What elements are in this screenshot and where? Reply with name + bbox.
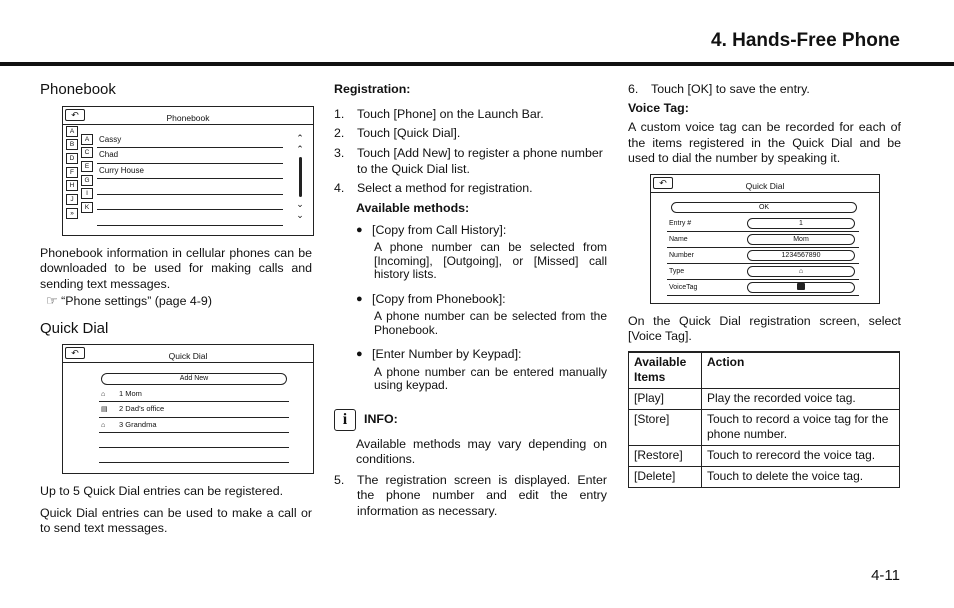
page-up-icon: ⌃ <box>296 132 304 143</box>
letter-key: I <box>81 188 93 199</box>
voice-tag-instruction: On the Quick Dial registration screen, select [Voice Tag]. <box>628 313 901 343</box>
column-2 <box>334 82 607 523</box>
letter-key: A <box>66 126 78 137</box>
field-label: Entry # <box>669 219 692 227</box>
method-description: A phone number can be selected from [Incoming], [Outgoing], or [Missed] call history lists. <box>374 240 607 282</box>
field-row <box>667 280 859 296</box>
letter-key: H <box>66 180 78 191</box>
field-label: Name <box>669 235 688 243</box>
step-text: Select a method for registration. <box>357 181 533 196</box>
letter-key: » <box>66 208 78 219</box>
phonebook-description: Phonebook information in cellular phones can be downloaded to be used for making calls and sending text messages. <box>40 245 312 291</box>
phone-type-icon: ⌂ <box>101 391 106 398</box>
step-item <box>334 107 607 123</box>
quickdial-description-1: Up to 5 Quick Dial entries can be registered. <box>40 484 284 498</box>
table-row <box>629 409 900 445</box>
letter-key: D <box>66 153 78 164</box>
letter-key: K <box>81 202 93 213</box>
field-value: ⌂ <box>747 266 855 277</box>
quickdial-screen <box>62 344 314 474</box>
quickdial-description-2: Quick Dial entries can be used to make a call or to send text messages. <box>40 505 312 535</box>
field-label: VoiceTag <box>669 283 698 291</box>
step-item <box>334 181 607 197</box>
screen-title: Quick Dial <box>168 351 208 361</box>
method-label: [Copy from Call History]: <box>372 222 507 237</box>
step-number: 4. <box>334 181 345 196</box>
info-label: INFO: <box>364 411 398 426</box>
table-row <box>629 466 900 487</box>
back-icon: ↶ <box>65 109 85 121</box>
back-icon: ↶ <box>65 347 85 359</box>
registration-steps-continued <box>334 473 607 520</box>
letter-key: J <box>66 194 78 205</box>
registration-fields <box>667 216 859 296</box>
info-box <box>334 409 607 431</box>
phonebook-list <box>97 133 283 226</box>
step-item <box>628 82 901 98</box>
table-cell: Touch to delete the voice tag. <box>702 466 900 487</box>
field-row <box>667 216 859 232</box>
voice-tag-table <box>628 351 900 488</box>
letter-index-b <box>81 134 95 216</box>
divider <box>651 192 879 193</box>
voice-tag-icon <box>797 283 805 290</box>
field-value <box>747 282 855 293</box>
table-row <box>629 445 900 466</box>
scroll-thumb <box>299 157 302 197</box>
entry-label: 2 Dad’s office <box>119 404 165 414</box>
voice-tag-description: A custom voice tag can be recorded for each of the items registered in the Quick Dial and be used to dial the number by speaking it. <box>628 120 901 165</box>
list-item <box>99 448 289 463</box>
quickdial-list <box>99 373 289 463</box>
list-item <box>99 402 289 417</box>
field-value: 1234567890 <box>747 250 855 261</box>
registration-heading: Registration: <box>334 82 411 96</box>
step-text: Touch [Add New] to register a phone number to the Quick Dial list. <box>357 146 603 176</box>
field-row <box>667 248 859 264</box>
voice-tag-heading: Voice Tag: <box>628 100 689 115</box>
step-number: 3. <box>334 146 345 161</box>
divider <box>63 362 313 363</box>
method-label: [Enter Number by Keypad]: <box>372 347 522 362</box>
page-header-title: 4. Hands-Free Phone <box>711 30 900 51</box>
method-label: [Copy from Phonebook]: <box>372 291 506 306</box>
phonebook-heading: Phonebook <box>40 81 116 98</box>
scrollbar <box>293 133 307 221</box>
list-item <box>97 210 283 226</box>
letter-key: A <box>81 134 93 145</box>
list-item <box>99 418 289 433</box>
list-item <box>97 179 283 195</box>
ok-button: OK <box>671 202 857 213</box>
step-text: The registration screen is displayed. Enter the phone number and edit the entry information as necessary. <box>357 472 607 518</box>
table-row <box>629 388 900 409</box>
phonebook-screen <box>62 106 314 236</box>
methods-heading: Available methods: <box>356 201 470 216</box>
table-cell: [Restore] <box>629 445 702 466</box>
page-down-icon: ⌄ <box>296 209 304 220</box>
field-label: Number <box>669 251 694 259</box>
step-number: 5. <box>334 472 345 487</box>
entry-label: 1 Mom <box>119 389 142 398</box>
step-text: Touch [Phone] on the Launch Bar. <box>357 106 544 121</box>
step-number: 1. <box>334 106 345 121</box>
table-header-row <box>629 352 900 389</box>
registration-steps <box>334 107 607 197</box>
step-text: Touch [Quick Dial]. <box>357 126 461 141</box>
add-new-button: Add New <box>101 373 287 385</box>
step-number: 2. <box>334 126 345 141</box>
step-item <box>334 126 607 142</box>
bullet-icon: ● <box>356 292 363 305</box>
back-icon: ↶ <box>653 177 673 189</box>
field-value: Mom <box>747 234 855 245</box>
page-number: 4-11 <box>871 567 900 584</box>
field-value: 1 <box>747 218 855 229</box>
table-cell: [Play] <box>629 388 702 409</box>
chevron-down-icon: ⌄ <box>296 198 304 209</box>
list-item <box>99 433 289 448</box>
column-3 <box>628 82 901 488</box>
field-row <box>667 264 859 280</box>
registration-step-6 <box>628 82 901 98</box>
letter-key: C <box>81 147 93 158</box>
entry-label: 3 Grandma <box>119 419 157 429</box>
phone-type-icon: ⌂ <box>101 421 106 429</box>
table-cell: [Store] <box>629 409 702 445</box>
divider <box>63 124 313 125</box>
method-description: A phone number can be entered manually using keypad. <box>374 364 607 393</box>
quickdial-registration-screen <box>650 174 880 304</box>
chevron-up-icon: ⌃ <box>296 143 304 154</box>
info-icon: i <box>334 409 356 431</box>
column-1 <box>40 82 312 537</box>
pointing-hand-icon: ☞ <box>46 293 58 308</box>
list-item: Chad <box>97 148 283 164</box>
letter-key: G <box>81 175 93 186</box>
info-text: Available methods may vary depending on conditions. <box>356 436 607 467</box>
quickdial-heading: Quick Dial <box>40 319 109 337</box>
header-rule <box>0 62 954 66</box>
table-header: Action <box>702 352 900 389</box>
step-number: 6. <box>628 82 639 96</box>
method-item <box>356 292 607 308</box>
screen-title: Phonebook <box>166 112 210 123</box>
field-label: Type <box>669 267 685 275</box>
letter-index-a <box>66 126 80 222</box>
phone-type-icon: ▤ <box>101 406 108 414</box>
method-item <box>356 347 607 363</box>
reference-text: “Phone settings” (page 4-9) <box>61 294 212 308</box>
table-cell: Touch to record a voice tag for the phone number. <box>702 409 900 445</box>
step-item <box>334 146 607 177</box>
letter-key: E <box>81 161 93 172</box>
bullet-icon: ● <box>356 223 363 236</box>
method-description: A phone number can be selected from the Phonebook. <box>374 309 607 337</box>
table-header: Available Items <box>629 352 702 389</box>
step-text: Touch [OK] to save the entry. <box>651 82 810 96</box>
list-item <box>97 195 283 211</box>
list-item: Curry House <box>97 164 283 180</box>
phonebook-reference <box>40 293 312 310</box>
letter-key: B <box>66 139 78 150</box>
list-item: Cassy <box>97 133 283 149</box>
method-item <box>356 223 607 239</box>
available-methods <box>334 201 607 393</box>
screen-title: Quick Dial <box>745 180 785 191</box>
table-cell: [Delete] <box>629 466 702 487</box>
step-item <box>334 473 607 520</box>
field-row <box>667 232 859 248</box>
table-cell: Touch to rerecord the voice tag. <box>702 445 900 466</box>
bullet-icon: ● <box>356 348 363 361</box>
letter-key: F <box>66 167 78 178</box>
table-cell: Play the recorded voice tag. <box>702 388 900 409</box>
list-item <box>99 387 289 402</box>
